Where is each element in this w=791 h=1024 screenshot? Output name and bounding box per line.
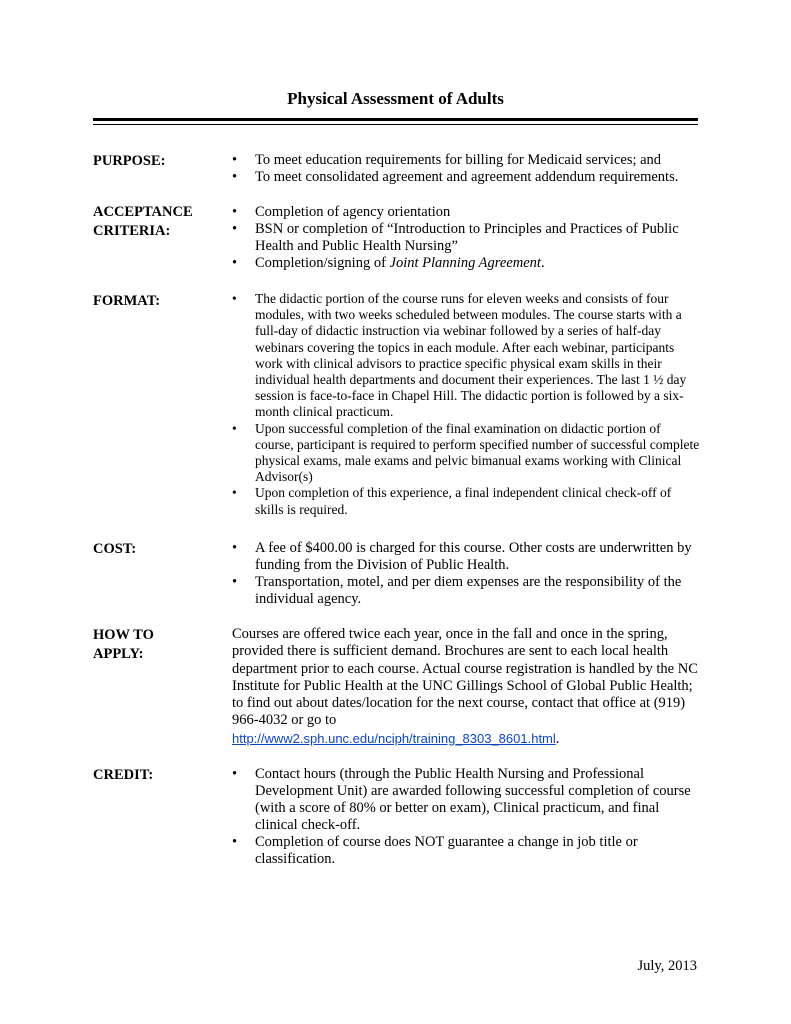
format-item: • The didactic portion of the course runs for eleven weeks and consists of four modules, with two weeks scheduled between modules. The course starts with a full-day of didactic instruction via webinar followed by a series of half-day webinars covering the topics in each module. After each webinar, participants work with clinical advisors to practice specific physical exam skills in their individual health departments and document their experiences. The last 1 ½ day session is face-to-face in Chapel Hill. The didactic portion is followed by a six-month clinical practicum. [232, 291, 700, 421]
document-date: July, 2013 [637, 958, 697, 974]
acceptance-item-prefix: Completion/signing of [255, 255, 390, 271]
purpose-item: • To meet consolidated agreement and agreement addendum requirements. [232, 169, 700, 186]
purpose-item: • To meet education requirements for billing for Medicaid services; and [232, 152, 700, 169]
how-to-apply-text [232, 626, 702, 748]
format-item: • Upon completion of this experience, a final independent clinical check-off of skills is required. [232, 485, 700, 517]
credit-item: • Completion of course does NOT guarantee a change in job title or classification. [232, 834, 700, 868]
format-label: FORMAT: [93, 293, 161, 309]
joint-planning-agreement: Joint Planning Agreement [389, 255, 541, 271]
format-list [232, 291, 700, 518]
acceptance-label-line2: CRITERIA: [93, 223, 171, 239]
purpose-label: PURPOSE: [93, 153, 166, 169]
acceptance-label-line1: ACCEPTANCE [93, 204, 193, 220]
how-to-apply-body: Courses are offered twice each year, once in the fall and once in the spring, provided there is sufficient demand. Brochures are sent to each local health department prior to each course. Actual course registration is handled by the NC Institute for Public Health at the UNC Gillings School of Global Public Health; to find out about dates/location for the next course, contact that office at (919) 966-4032 or go to [232, 626, 698, 729]
acceptance-item: • Completion of agency orientation [232, 204, 700, 221]
page-title: Physical Assessment of Adults [287, 89, 504, 108]
cost-item: • Transportation, motel, and per diem expenses are the responsibility of the individual agency. [232, 574, 700, 608]
credit-list [232, 766, 700, 868]
how-to-apply-label-line2: APPLY: [93, 646, 144, 662]
credit-item: • Contact hours (through the Public Health Nursing and Professional Development Unit) are awarded following successful completion of course (with a score of 80% or better on exam), Clinical practicum, and final clinical check-off. [232, 766, 700, 834]
acceptance-item [232, 255, 700, 272]
how-to-apply-label-line1: HOW TO [93, 627, 154, 643]
credit-label: CREDIT: [93, 767, 154, 783]
acceptance-label [93, 203, 193, 241]
cost-label: COST: [93, 541, 137, 557]
link-suffix: . [555, 730, 560, 747]
acceptance-list [232, 204, 700, 272]
purpose-list [232, 152, 700, 186]
acceptance-item-suffix: . [540, 255, 545, 271]
cost-item: • A fee of $400.00 is charged for this course. Other costs are underwritten by funding from the Division of Public Health. [232, 540, 700, 574]
acceptance-item: • BSN or completion of “Introduction to Principles and Practices of Public Health and Public Health Nursing” [232, 221, 700, 255]
cost-list [232, 540, 700, 608]
title-divider-thick [93, 118, 698, 121]
title-divider-thin [93, 124, 698, 125]
course-info-link[interactable]: http://www2.sph.unc.edu/nciph/training_8303_8601.html [232, 730, 556, 746]
format-item: • Upon successful completion of the final examination on didactic portion of course, participant is required to perform specified number of successful complete physical exams, male exams and pelvic bimanual exams working with Clinical Advisor(s) [232, 421, 700, 486]
how-to-apply-label [93, 626, 154, 664]
